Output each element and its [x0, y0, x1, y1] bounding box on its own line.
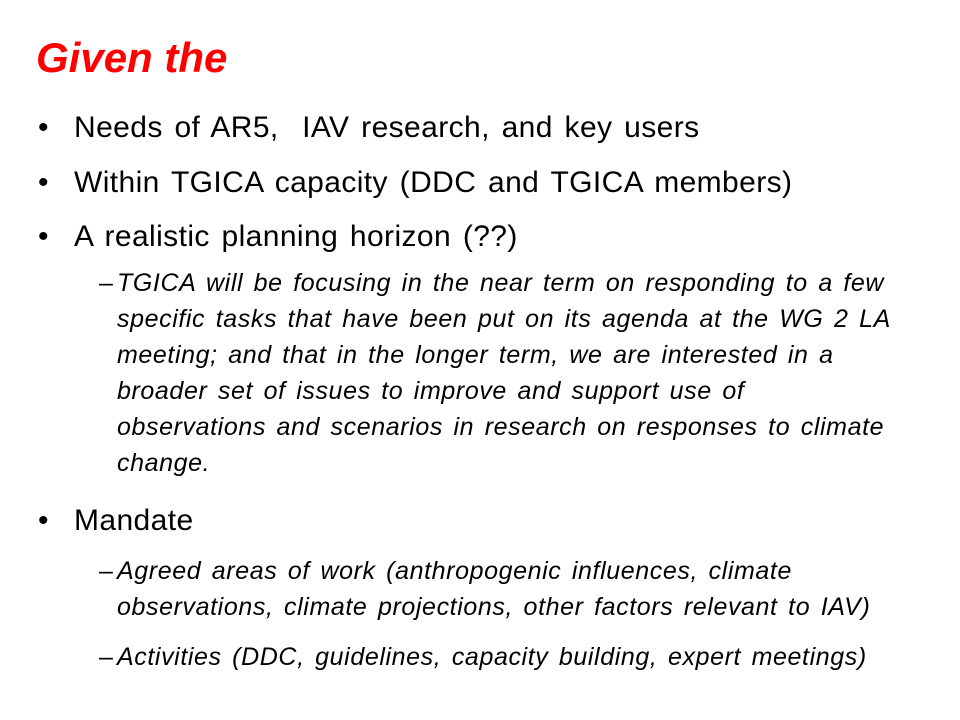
- sub-bullet-marker: –: [99, 557, 113, 585]
- bullet-item: [0, 108, 960, 148]
- bullet-marker: •: [38, 111, 49, 144]
- bullet-text: Mandate: [74, 504, 194, 537]
- text-line: observations and scenarios in research on responses to climate: [117, 413, 885, 441]
- text-line: observations, climate projections, other factors relevant to IAV): [117, 593, 871, 621]
- sub-bullet-text: [117, 553, 870, 625]
- bullet-marker: •: [38, 220, 49, 253]
- bullet-item: [0, 501, 960, 541]
- bullet-marker: •: [38, 504, 49, 537]
- text-line: change.: [117, 449, 211, 477]
- bullet-item: [0, 163, 960, 203]
- sub-bullet-text: [117, 265, 891, 481]
- bullet-text: A realistic planning horizon (??): [74, 220, 518, 253]
- bullet-text: Needs of AR5, IAV research, and key users: [74, 111, 700, 144]
- text-line: meeting; and that in the longer term, we are interested in a: [117, 341, 834, 369]
- text-line: Activities (DDC, guidelines, capacity building, expert meetings): [117, 643, 867, 671]
- bullet-marker: •: [38, 166, 49, 199]
- sub-bullet-text: [117, 639, 867, 675]
- text-line: Agreed areas of work (anthropogenic influences, climate: [117, 557, 792, 585]
- sub-bullet-marker: –: [99, 643, 113, 671]
- text-line: TGICA will be focusing in the near term on responding to a few: [117, 269, 885, 297]
- bullet-item: [0, 217, 960, 257]
- text-line: broader set of issues to improve and support use of: [117, 377, 745, 405]
- text-line: specific tasks that have been put on its agenda at the WG 2 LA: [117, 305, 891, 333]
- slide-title: Given the: [36, 34, 228, 81]
- bullet-text: Within TGICA capacity (DDC and TGICA members): [74, 166, 793, 199]
- sub-bullet-marker: –: [99, 269, 113, 297]
